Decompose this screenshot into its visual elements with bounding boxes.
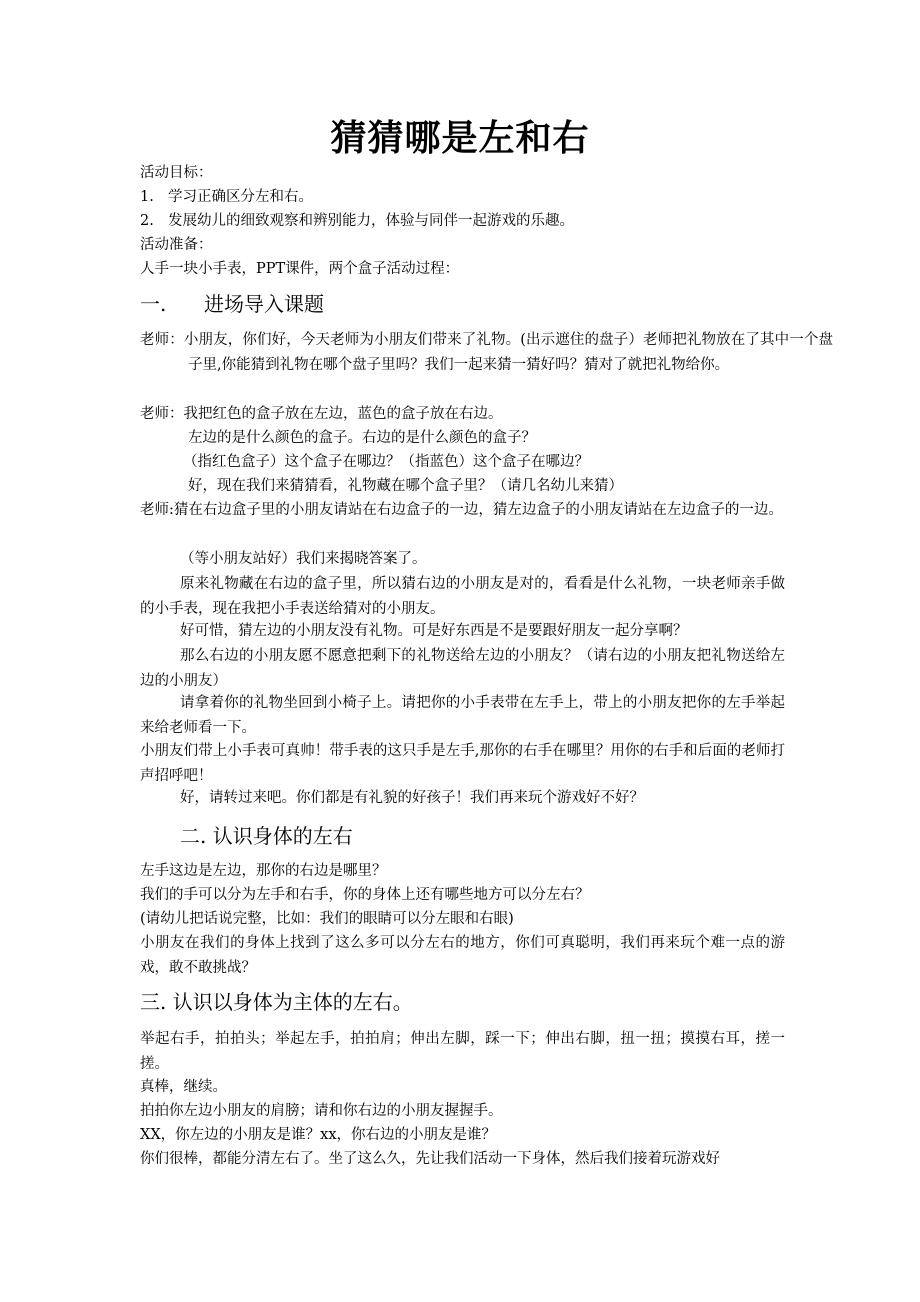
paragraph: 好可惜，猜左边的小朋友没有礼物。可是好东西是不是要跟好朋友一起分享啊？ xyxy=(180,623,688,639)
paragraph: （指红色盒子）这个盒子在哪边？（指蓝色）这个盒子在哪边？ xyxy=(183,454,589,470)
goal-text: 学习正确区分左和右。 xyxy=(168,189,313,205)
paragraph: 那么右边的小朋友愿不愿意把剩下的礼物送给左边的小朋友？（请右边的小朋友把礼物送给左边的小朋友） xyxy=(140,648,785,689)
paragraph: 老师：我把红色的盒子放在左边，蓝色的盒子放在右边。 xyxy=(140,406,503,422)
paragraph: 小朋友在我们的身体上找到了这么多可以分左右的地方，你们可真聪明，我们再来玩个难一点的游戏，敢不敢挑战？ xyxy=(140,935,785,976)
paragraph: 老师:猜在右边盒子里的小朋友请站在右边盒子的一边，猜左边盒子的小朋友请站在左边盒子的一边。 xyxy=(140,502,783,518)
section-1-heading xyxy=(140,290,324,318)
paragraph: 左边的是什么颜色的盒子。右边的是什么颜色的盒子？ xyxy=(188,430,536,446)
paragraph: 小朋友们带上小手表可真帅！带手表的这只手是左手,那你的右手在哪里？用你的右手和后面的老师打声招呼吧！ xyxy=(140,743,785,784)
paragraph: 老师：小朋友，你们好，今天老师为小朋友们带来了礼物。(出示遮住的盘子）老师把礼物放在了其中一个盘子里,你能猜到礼物在哪个盘子里吗？我们一起来猜一猜好吗？猜对了就把礼物给你。 xyxy=(140,332,833,373)
goal-item-2 xyxy=(140,210,782,232)
paragraph: 好，现在我们来猜猜看，礼物藏在哪个盒子里？（请几名幼儿来猜） xyxy=(188,478,623,494)
paragraph: 真棒，继续。 xyxy=(140,1079,227,1095)
section-title: 进场导入课题 xyxy=(204,292,324,316)
goal-number: 1. xyxy=(140,189,154,205)
section-2-heading: 二. 认识身体的左右 xyxy=(180,824,353,848)
section-number: 一. xyxy=(140,292,167,316)
paragraph: 拍拍你左边小朋友的肩膀；请和你右边的小朋友握握手。 xyxy=(140,1103,503,1119)
goal-number: 2. xyxy=(140,213,154,229)
prep-text: 人手一块小手表，PPT课件，两个盒子活动过程： xyxy=(140,261,460,277)
paragraph: 好，请转过来吧。你们都是有礼貌的好孩子！我们再来玩个游戏好不好？ xyxy=(180,790,644,806)
paragraph: 你们很棒，都能分清左右了。坐了这么久，先让我们活动一下身体，然后我们接着玩游戏好 xyxy=(140,1151,720,1167)
goal-text: 发展幼儿的细致观察和辨别能力，体验与同伴一起游戏的乐趣。 xyxy=(168,213,574,229)
document-title: 猜猜哪是左和右 xyxy=(330,117,590,159)
paragraph: （等小朋友站好）我们来揭晓答案了。 xyxy=(180,551,427,567)
paragraph: 我们的手可以分为左手和右手，你的身体上还有哪些地方可以分左右？ xyxy=(140,887,590,903)
goal-item-1 xyxy=(140,186,782,208)
prep-label: 活动准备： xyxy=(140,237,213,253)
goal-label: 活动目标： xyxy=(140,165,213,181)
paragraph: 举起右手，拍拍头；举起左手，拍拍肩；伸出左脚，踩一下；伸出右脚，扭一扭；摸摸右耳，搓一搓。 xyxy=(140,1031,785,1072)
paragraph: 原来礼物藏在右边的盒子里，所以猜右边的小朋友是对的，看看是什么礼物，一块老师亲手做的小手表，现在我把小手表送给猜对的小朋友。 xyxy=(140,576,785,617)
paragraph: 请拿着你的礼物坐回到小椅子上。请把你的小手表带在左手上，带上的小朋友把你的左手举起来给老师看一下。 xyxy=(140,695,785,736)
paragraph: 左手这边是左边，那你的右边是哪里？ xyxy=(140,863,387,879)
paragraph: XX，你左边的小朋友是谁？xx，你右边的小朋友是谁？ xyxy=(140,1127,496,1143)
paragraph: (请幼儿把话说完整，比如：我们的眼睛可以分左眼和右眼) xyxy=(140,911,514,927)
section-3-heading: 三. 认识以身体为主体的左右。 xyxy=(140,990,413,1014)
